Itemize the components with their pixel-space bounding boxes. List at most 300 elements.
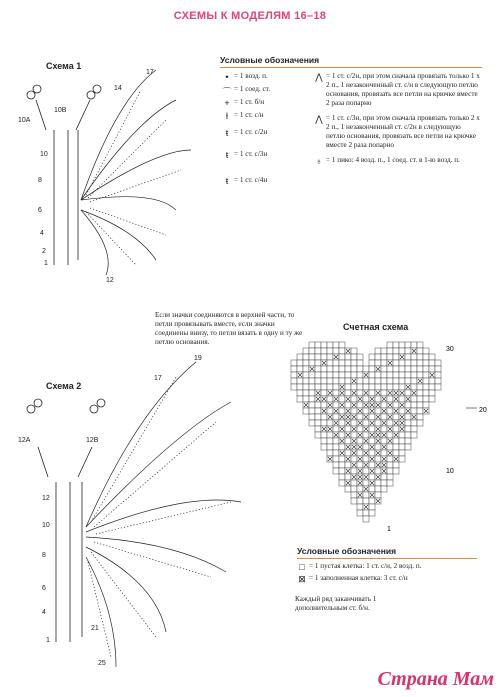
grid-cell: [375, 456, 381, 462]
grid-cell: [315, 414, 321, 420]
grid-cell: [345, 474, 351, 480]
row-number: 1: [46, 637, 50, 644]
grid-cell: [333, 372, 339, 378]
row-number: 12: [42, 495, 50, 502]
grid-cell: [327, 444, 333, 450]
grid-cell: [381, 414, 387, 420]
grid-cell: [405, 402, 411, 408]
grid-cell: [411, 432, 417, 438]
grid-cell: [417, 408, 423, 414]
empty-cell-icon: □: [299, 562, 305, 572]
grid-cell: [351, 396, 357, 402]
grid-cell: [357, 384, 363, 390]
grid-cell: [321, 390, 327, 396]
grid-cell: [369, 486, 375, 492]
grid-cell: [309, 414, 315, 420]
legend-row: [312, 156, 480, 166]
heart-legend-note: Каждый ряд заканчивать 1 дополнительным ст. б/н.: [295, 595, 377, 612]
grid-cell: [417, 342, 423, 348]
grid-cell: [327, 384, 333, 390]
grid-cell: [393, 354, 399, 360]
grid-cell: [357, 414, 363, 420]
grid-cell: [369, 438, 375, 444]
grid-cell: [327, 372, 333, 378]
grid-cell: [309, 384, 315, 390]
grid-cell: [327, 354, 333, 360]
legend-text: = 1 пико: 4 возд. п., 1 соед. ст. в 1-ю возд. п.: [326, 156, 460, 164]
grid-cell: [345, 378, 351, 384]
grid-cell: [309, 420, 315, 426]
grid-cell: [333, 456, 339, 462]
row-number: 12B: [86, 437, 99, 444]
grid-cell: [387, 480, 393, 486]
legend-row: [295, 574, 485, 586]
grid-cell: [417, 372, 423, 378]
grid-cell: [369, 474, 375, 480]
grid-cell: [399, 360, 405, 366]
grid-cell: [411, 384, 417, 390]
grid-cell: [351, 468, 357, 474]
grid-cell: [339, 480, 345, 486]
sc-icon: +: [224, 98, 230, 108]
grid-cell: [309, 378, 315, 384]
grid-cell: [315, 348, 321, 354]
grid-cell: [303, 384, 309, 390]
grid-cell: [435, 360, 441, 366]
grid-cell: [345, 462, 351, 468]
grid-cell: [327, 450, 333, 456]
grid-cell: [375, 378, 381, 384]
grid-cell: [399, 432, 405, 438]
grid-cell: [417, 420, 423, 426]
grid-cell: [333, 438, 339, 444]
grid-cell: [339, 348, 345, 354]
grid-cell: [315, 426, 321, 432]
grid-cell: [393, 438, 399, 444]
legend-row: [312, 114, 480, 150]
grid-cell: [387, 354, 393, 360]
grid-cell: [417, 384, 423, 390]
row-number: 4: [42, 609, 46, 616]
grid-cell: [393, 342, 399, 348]
grid-cell: [309, 372, 315, 378]
grid-cell: [411, 378, 417, 384]
grid-cell: [429, 390, 435, 396]
grid-cell: [315, 342, 321, 348]
grid-cell: [399, 438, 405, 444]
grid-cell: [351, 498, 357, 504]
grid-cell: [351, 456, 357, 462]
grid-cell: [357, 498, 363, 504]
grid-cell: [375, 420, 381, 426]
grid-cell: [327, 408, 333, 414]
grid-cell: [333, 444, 339, 450]
grid-cell: [309, 360, 315, 366]
grid-cell: [339, 408, 345, 414]
grid-cell: [303, 390, 309, 396]
grid-cell: [357, 366, 363, 372]
grid-cell: [333, 384, 339, 390]
grid-cell: [327, 366, 333, 372]
grid-cell: [339, 396, 345, 402]
legend-text: = 1 ст. с/4н: [234, 176, 268, 184]
grid-cell: [417, 390, 423, 396]
grid-cell: [351, 360, 357, 366]
note-text: Если значки соединяются в верхней части, то петли провязывать вместе, если значки соединены внизу, то петли вязать в одну и ту же петлю основания.: [155, 311, 303, 346]
grid-cell: [333, 468, 339, 474]
grid-cell: [315, 360, 321, 366]
grid-cell: [411, 402, 417, 408]
ttr-icon: ŧ: [225, 176, 229, 186]
grid-cell: [333, 390, 339, 396]
grid-cell: [321, 378, 327, 384]
grid-cell: [327, 438, 333, 444]
grid-cell: [363, 510, 369, 516]
grid-cell: [393, 444, 399, 450]
grid-cell: [345, 372, 351, 378]
grid-cell: [429, 384, 435, 390]
grid-cell: [435, 372, 441, 378]
legend-row: [220, 111, 310, 128]
grid-cell: [321, 444, 327, 450]
grid-cell: [393, 360, 399, 366]
grid-cell: [363, 444, 369, 450]
grid-cell: [393, 462, 399, 468]
grid-cell: [411, 372, 417, 378]
grid-cell: [345, 390, 351, 396]
grid-cell: [423, 366, 429, 372]
grid-cell: [369, 504, 375, 510]
grid-cell: [375, 384, 381, 390]
grid-cell: [399, 372, 405, 378]
row-label-20: 20: [479, 407, 487, 414]
grid-cell: [333, 348, 339, 354]
grid-cell: [315, 366, 321, 372]
grid-cell: [315, 378, 321, 384]
grid-cell: [339, 354, 345, 360]
page-title: СХЕМЫ К МОДЕЛЯМ 16–18: [173, 10, 327, 22]
grid-cell: [321, 402, 327, 408]
grid-cell: [375, 348, 381, 354]
grid-cell: [417, 402, 423, 408]
grid-cell: [357, 402, 363, 408]
grid-cell: [309, 396, 315, 402]
grid-cell: [381, 402, 387, 408]
grid-cell: [423, 390, 429, 396]
grid-cell: [411, 354, 417, 360]
grid-cell: [327, 342, 333, 348]
heart-legend-list: [295, 562, 485, 586]
row-number: 6: [38, 207, 42, 214]
row-number: 25: [98, 660, 106, 667]
grid-cell: [315, 420, 321, 426]
grid-cell: [381, 390, 387, 396]
grid-cell: [375, 480, 381, 486]
row-number: 12: [106, 277, 114, 284]
grid-cell: [345, 450, 351, 456]
grid-cell: [381, 354, 387, 360]
grid-cell: [435, 378, 441, 384]
grid-cell: [339, 378, 345, 384]
grid-cell: [363, 468, 369, 474]
grid-cell: [297, 354, 303, 360]
grid-cell: [393, 348, 399, 354]
grid-cell: [393, 384, 399, 390]
grid-cell: [393, 372, 399, 378]
legend-text: = 1 ст. б/н: [234, 98, 265, 106]
grid-cell: [405, 348, 411, 354]
grid-cell: [429, 396, 435, 402]
grid-cell: [345, 438, 351, 444]
grid-cell: [345, 354, 351, 360]
grid-cell: [327, 432, 333, 438]
grid-cell: [291, 378, 297, 384]
grid-cell: [399, 384, 405, 390]
grid-cell: [393, 414, 399, 420]
grid-cell: [405, 372, 411, 378]
grid-cell: [309, 390, 315, 396]
grid-cell: [423, 384, 429, 390]
grid-cell: [369, 498, 375, 504]
grid-cell: [309, 408, 315, 414]
grid-cell: [351, 420, 357, 426]
legend-text: = 1 ст. с/3н: [234, 150, 268, 158]
grid-cell: [417, 414, 423, 420]
grid-cell: [411, 420, 417, 426]
grid-cell: [333, 426, 339, 432]
row-number: 8: [38, 177, 42, 184]
grid-cell: [339, 444, 345, 450]
grid-cell: [417, 396, 423, 402]
grid-cell: [429, 378, 435, 384]
grid-cell: [369, 372, 375, 378]
grid-cell: [345, 426, 351, 432]
grid-cell: [435, 384, 441, 390]
grid-cell: [375, 408, 381, 414]
grid-cell: [351, 348, 357, 354]
grid-cell: [387, 372, 393, 378]
grid-cell: [405, 366, 411, 372]
grid-cell: [309, 354, 315, 360]
legend-text: = 1 ст. с/3н, при этом сначала провязать только 2 х 2 п., 1 незаконченный ст. с/2н в следующую петлю основания, провязать все петли на крючке вместе 2 раза попарно: [326, 114, 480, 149]
grid-cell: [363, 384, 369, 390]
grid-cell: [303, 372, 309, 378]
grid-cell: [411, 396, 417, 402]
grid-cell: [315, 354, 321, 360]
row-number: 12A: [18, 437, 31, 444]
grid-cell: [351, 486, 357, 492]
grid-cell: [333, 342, 339, 348]
grid-cell: [423, 396, 429, 402]
row-number: 21: [91, 625, 99, 632]
grid-cell: [399, 444, 405, 450]
grid-cell: [369, 366, 375, 372]
grid-cell: [405, 438, 411, 444]
grid-cell: [363, 396, 369, 402]
grid-cell: [411, 360, 417, 366]
dc-icon: ƚ: [226, 111, 228, 121]
grid-cell: [405, 426, 411, 432]
grid-cell: [387, 420, 393, 426]
grid-cell: [387, 462, 393, 468]
grid-cell: [333, 414, 339, 420]
grid-cell: [321, 342, 327, 348]
grid-cell: [399, 378, 405, 384]
row-number: 10B: [54, 107, 67, 114]
legend-text: = 1 ст. с/2н, при этом сначала провязать только 1 х 2 п., 1 незаконченный ст. с/н в следующую петлю основания, провязать все петли на крючке вместе 2 раза попарно: [326, 72, 480, 107]
grid-cell: [303, 408, 309, 414]
grid-cell: [393, 426, 399, 432]
dtr2tog-icon: ⋀: [315, 114, 323, 124]
scheme-1-label: Схема 1: [46, 61, 82, 71]
grid-cell: [363, 480, 369, 486]
heart-legend-heading: Условные обозначения: [297, 546, 477, 559]
grid-cell: [339, 342, 345, 348]
grid-cell: [387, 456, 393, 462]
grid-cell: [399, 450, 405, 456]
grid-cell: [369, 390, 375, 396]
row-number: 4: [40, 230, 44, 237]
grid-cell: [369, 414, 375, 420]
grid-cell: [387, 432, 393, 438]
grid-cell: [339, 456, 345, 462]
row-number: 17: [154, 375, 162, 382]
grid-cell: [333, 462, 339, 468]
grid-cell: [321, 432, 327, 438]
grid-cell: [375, 486, 381, 492]
grid-cell: [363, 420, 369, 426]
grid-cell: [339, 420, 345, 426]
grid-cell: [405, 390, 411, 396]
grid-cell: [327, 348, 333, 354]
legend-right-column: [312, 72, 480, 166]
tr-icon: ŧ: [225, 128, 229, 138]
row-number: 10: [42, 522, 50, 529]
grid-cell: [339, 474, 345, 480]
legend-row: [220, 85, 310, 98]
row-number: 6: [42, 585, 46, 592]
grid-cell: [423, 372, 429, 378]
grid-cell: [399, 396, 405, 402]
grid-cell: [303, 354, 309, 360]
grid-cell: [333, 402, 339, 408]
grid-cell: [357, 426, 363, 432]
grid-cell: [345, 402, 351, 408]
grid-cell: [405, 360, 411, 366]
grid-cell: [405, 342, 411, 348]
grid-cell: [381, 486, 387, 492]
grid-cell: [291, 372, 297, 378]
grid-cell: [327, 360, 333, 366]
grid-cell: [357, 486, 363, 492]
grid-cell: [417, 366, 423, 372]
grid-cell: [351, 480, 357, 486]
heart-filet-chart: [283, 338, 500, 538]
grid-cell: [429, 360, 435, 366]
grid-cell: [309, 348, 315, 354]
legend-row: [220, 72, 310, 85]
grid-cell: [363, 378, 369, 384]
grid-cell: [369, 462, 375, 468]
grid-cell: [387, 342, 393, 348]
grid-cell: [321, 348, 327, 354]
grid-cell: [357, 510, 363, 516]
grid-cell: [351, 408, 357, 414]
grid-cell: [381, 378, 387, 384]
grid-cell: [303, 366, 309, 372]
slip-stitch-icon: ⌒: [222, 87, 232, 97]
chain-stitch-icon: •: [225, 72, 229, 82]
grid-cell: [315, 402, 321, 408]
row-number: 2: [42, 248, 46, 255]
legend-text: = 1 ст. с/н: [234, 111, 264, 119]
grid-cell: [375, 372, 381, 378]
grid-cell: [417, 348, 423, 354]
grid-cell: [405, 420, 411, 426]
grid-cell: [375, 396, 381, 402]
grid-cell: [387, 378, 393, 384]
grid-cell: [405, 444, 411, 450]
grid-cell: [369, 378, 375, 384]
grid-cell: [411, 408, 417, 414]
grid-cell: [381, 348, 387, 354]
grid-cell: [381, 450, 387, 456]
grid-cell: [339, 468, 345, 474]
grid-cell: [297, 378, 303, 384]
grid-cell: [291, 360, 297, 366]
legend-row: [220, 176, 310, 202]
grid-cell: [381, 474, 387, 480]
grid-cell: [327, 396, 333, 402]
grid-cell: [357, 504, 363, 510]
grid-cell: [345, 486, 351, 492]
grid-cell: [381, 426, 387, 432]
row-number: 10A: [18, 117, 31, 124]
grid-cell: [309, 402, 315, 408]
grid-cell: [345, 360, 351, 366]
grid-cell: [399, 456, 405, 462]
grid-cell: [339, 462, 345, 468]
grid-cell: [375, 444, 381, 450]
grid-cell: [393, 468, 399, 474]
row-number: 14: [114, 85, 122, 92]
tr2tog-icon: ⋀: [315, 72, 323, 82]
grid-cell: [351, 372, 357, 378]
grid-cell: [387, 348, 393, 354]
grid-cell: [291, 384, 297, 390]
grid-cell: [345, 366, 351, 372]
grid-cell: [315, 384, 321, 390]
grid-cell: [309, 342, 315, 348]
row-label-1: 1: [387, 526, 391, 533]
legend-row: [312, 72, 480, 108]
grid-cell: [351, 384, 357, 390]
grid-cell: [369, 354, 375, 360]
legend-row: [295, 562, 485, 574]
grid-cell: [423, 378, 429, 384]
grid-cell: [375, 492, 381, 498]
grid-cell: [399, 348, 405, 354]
row-number: 10: [40, 151, 48, 158]
grid-cell: [417, 354, 423, 360]
grid-cell: [357, 378, 363, 384]
grid-cell: [435, 366, 441, 372]
grid-cell: [315, 372, 321, 378]
grid-cell: [369, 450, 375, 456]
row-number: 19: [194, 355, 202, 362]
grid-cell: [417, 360, 423, 366]
grid-cell: [429, 366, 435, 372]
